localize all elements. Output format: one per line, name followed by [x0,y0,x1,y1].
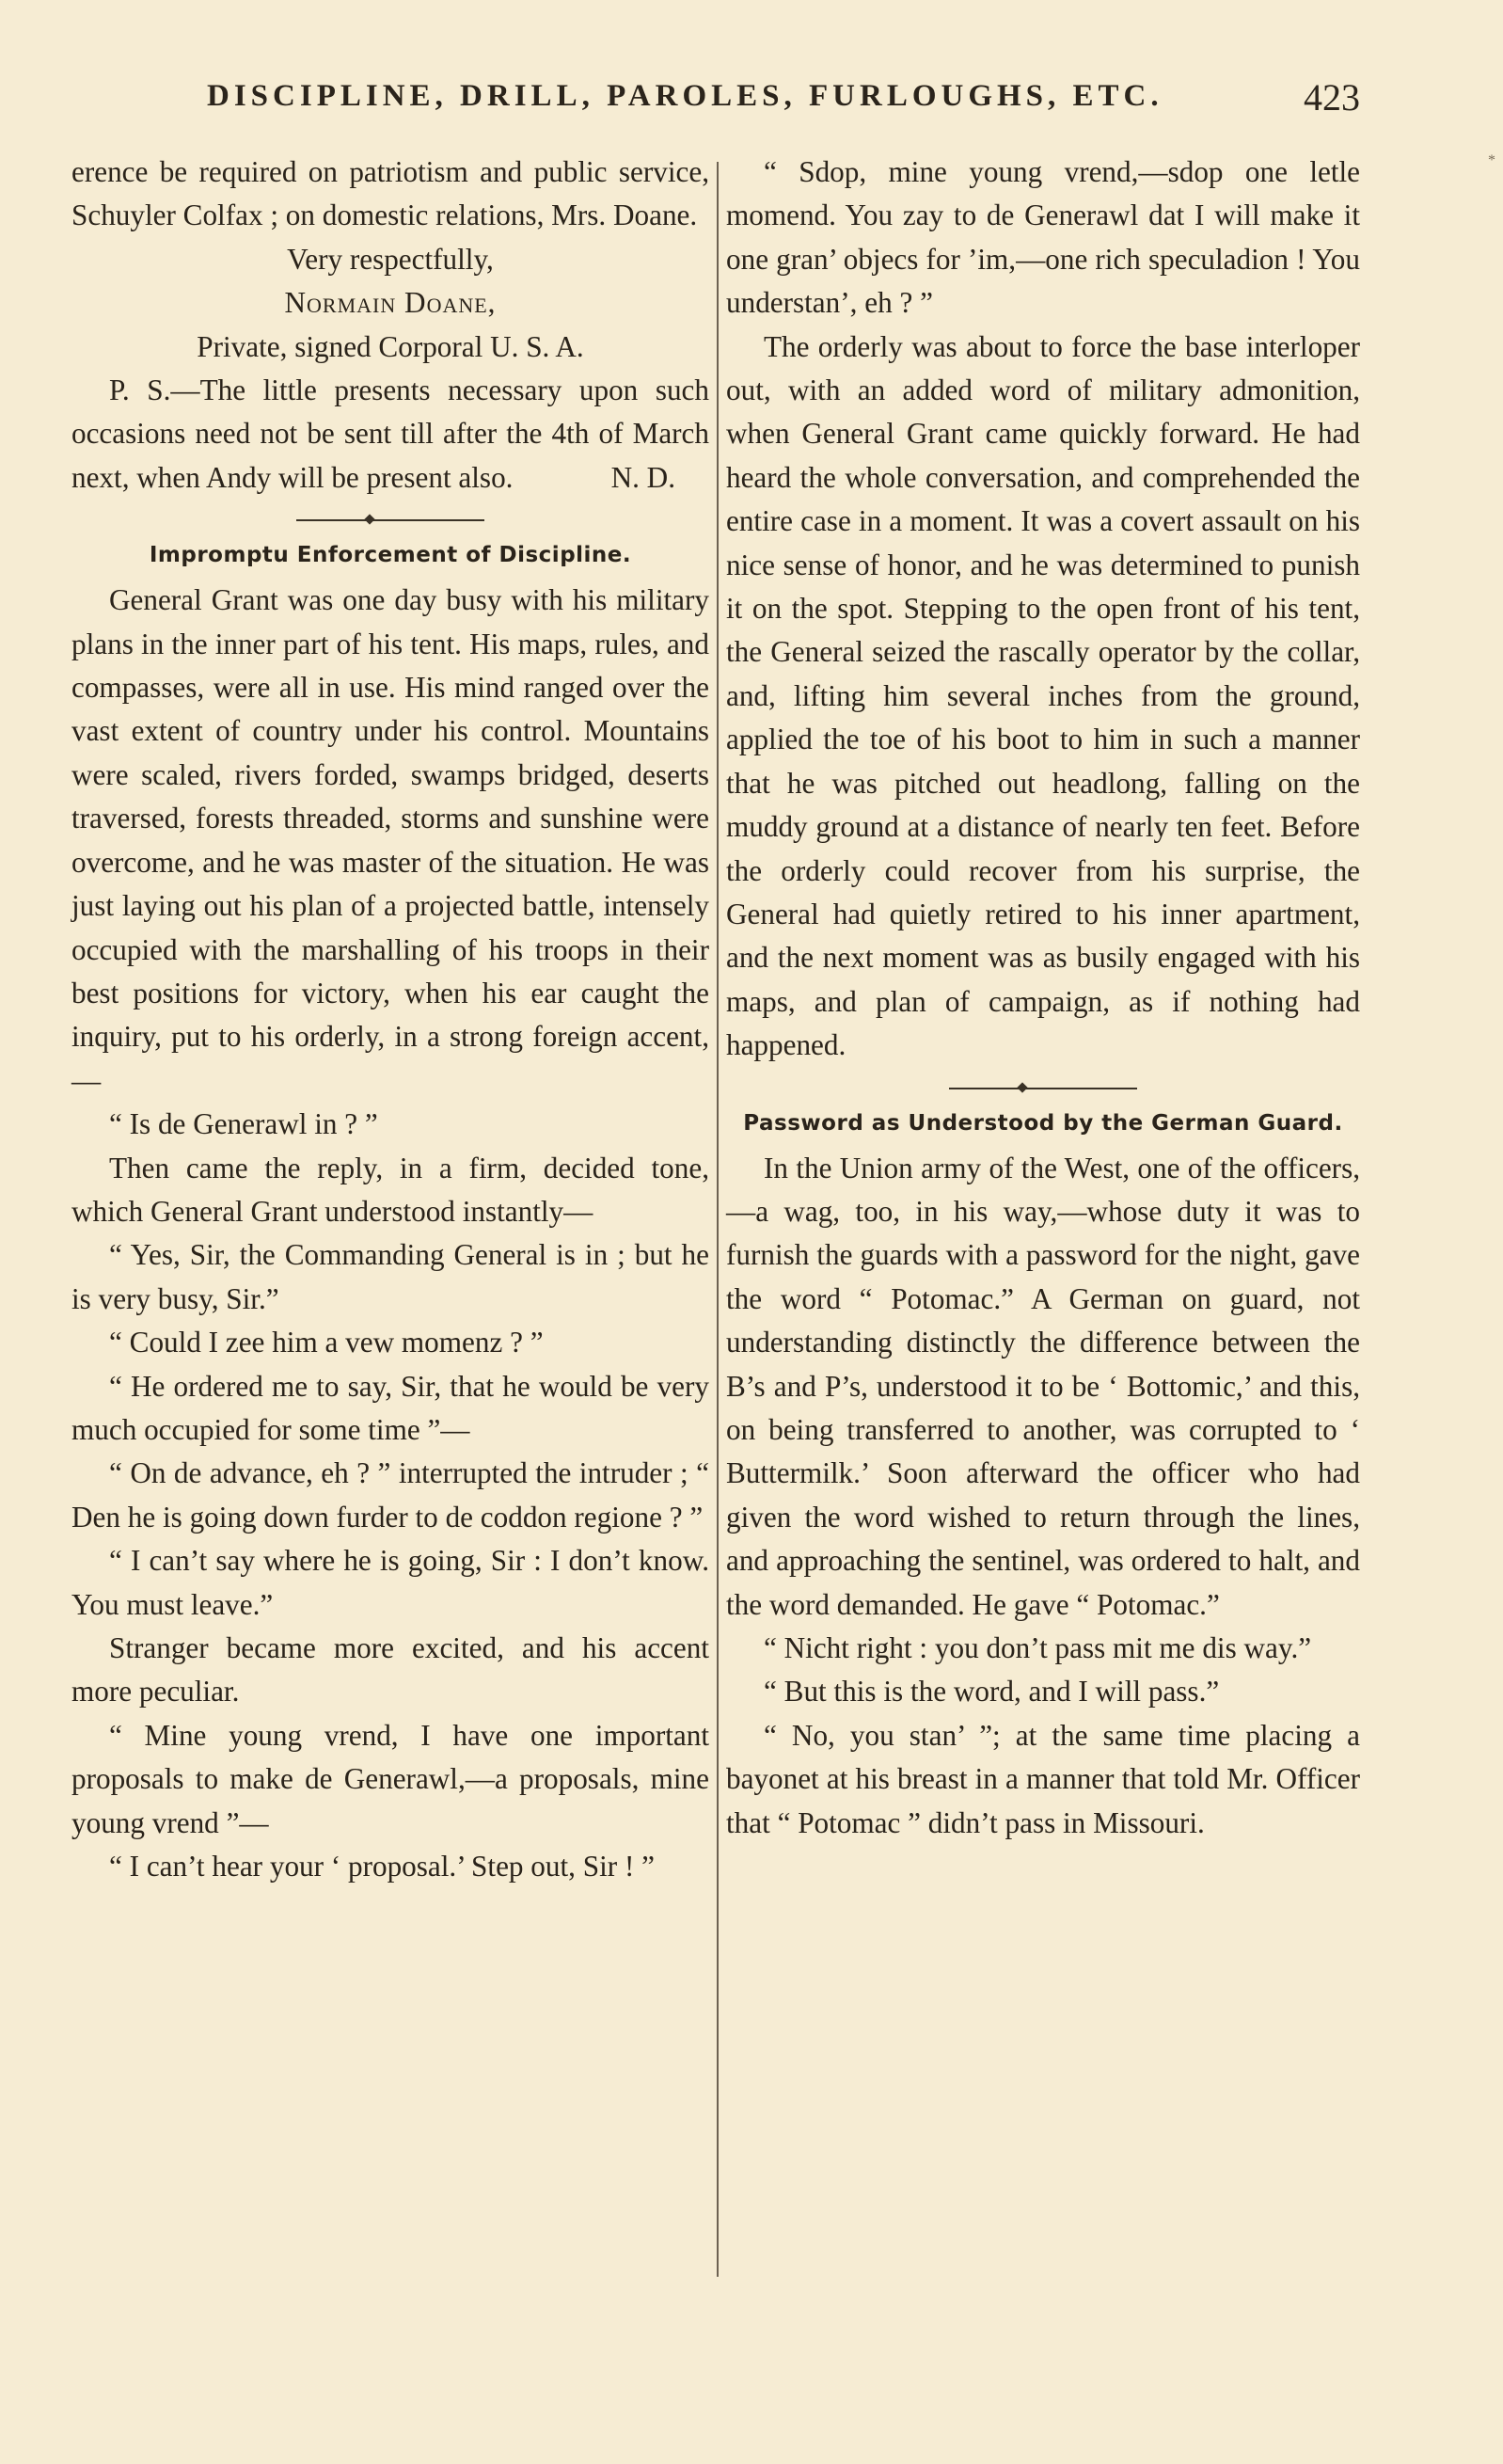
page-number: 423 [1304,76,1360,119]
column-divider [717,162,719,2277]
paragraph: “ Is de Generawl in ? ” [109,1107,378,1141]
postscript: P. S.—The little presents necessary upon such occasions need not be sent till after the 4th of March next, when Andy will be present also. [71,374,709,494]
section-divider [296,518,484,522]
paragraph: “ Mine young vrend, I have one important proposals to make de Generawl,—a proposals, mine young vrend ”— [71,1718,709,1839]
paragraph: “ I can’t say where he is going, Sir : I don’t know. You must leave.” [71,1544,709,1621]
paragraph: The orderly was about to force the base interloper out, with an added word of military admonition, when General Grant came quickly forward. He had heard the whole conversation, and comprehended the entire case in a moment. It was a covert assault on his nice sense of honor, and he was determined to punish it on the spot. Stepping to the open front of his tent, the General seized the rascally operator by the collar, and, lifting him several inches from the ground, applied the toe of his boot to him in such a manner that he was pitched out headlong, falling on the muddy ground at a distance of nearly ten feet. Before the orderly could recover from his surprise, the General had quietly retired to his inner apartment, and the next moment was as busily engaged with his maps, and plan of campaign, as if nothing had happened. [726,329,1360,1062]
postscript-initials: N. D. [610,460,675,494]
paragraph: General Grant was one day busy with his military plans in the inner part of his tent. His maps, rules, and compasses, were all in use. His mind ranged over the vast extent of country under his control. Mountains were scaled, rivers forded, swamps bridged, deserts traversed, forests threaded, storms and sunshine were overcome, and he was master of the situation. He was just laying out his plan of a projected battle, intensely occupied with the marshalling of his troops in their best positions for victory, when his ear caught the inquiry, put to his orderly, in a strong foreign accent,— [71,583,709,1097]
letter-closing: Very respectfully, [287,242,494,276]
paragraph: “ He ordered me to say, Sir, that he would be very much occupied for some time ”— [71,1369,709,1446]
paragraph: “ Sdop, mine young vrend,—sdop one letle momend. You zay to de Generawl dat I will make it one gran’ objecs for ’im,—one rich speculadion ! You understan’, eh ? ” [726,155,1360,320]
paragraph: “ Yes, Sir, the Commanding General is in ; but he is very busy, Sir.” [71,1238,709,1315]
paragraph: Then came the reply, in a firm, decided tone, which General Grant understood instantly— [71,1151,709,1228]
paragraph: “ I can’t hear your ‘ proposal.’ Step out, Sir ! ” [109,1850,655,1884]
section-title: Impromptu Enforcement of Discipline. [149,543,632,568]
paragraph: In the Union army of the West, one of the officers,—a wag, too, in his way,—whose duty it was to furnish the guards with a password for the night, gave the word “ Potomac.” A German on guard, not understanding distinctly the difference between the B’s and P’s, understood it to be ‘ Bottomic,’ and this, on being transferred to another, was corrupted to ‘ Buttermilk.’ Soon afterward the officer who had given the word wished to return through the lines, and approaching the sentinel, was ordered to halt, and the word demanded. He gave “ Potomac.” [726,1151,1360,1621]
paragraph: “ No, you stan’ ”; at the same time placing a bayonet at his breast in a manner that told Mr. Officer that “ Potomac ” didn’t pass in Missouri. [726,1718,1360,1839]
paragraph: Stranger became more excited, and his accent more peculiar. [71,1631,709,1709]
paragraph: erence be required on patriotism and public service, Schuyler Colfax ; on domestic relations, Mrs. Doane. [71,155,709,232]
margin-mark: * [1488,152,1495,168]
section-title: Password as Understood by the German Guard. [743,1110,1343,1136]
left-column [71,151,709,1888]
paragraph: “ Nicht right : you don’t pass mit me dis way.” [764,1631,1312,1664]
signature-rank: Private, signed Corporal U. S. A. [197,329,584,363]
right-column [726,151,1360,1845]
paragraph: “ Could I zee him a vew momenz ? ” [109,1326,544,1359]
page-header [207,76,1360,135]
paragraph: “ On de advance, eh ? ” interrupted the intruder ; “ Den he is going down furder to de coddon regione ? ” [71,1456,709,1534]
paragraph: “ But this is the word, and I will pass.” [764,1675,1220,1709]
signature-name: Normain Doane, [284,286,497,320]
section-divider [949,1087,1137,1090]
running-head: DISCIPLINE, DRILL, PAROLES, FURLOUGHS, ETC. [207,79,1163,113]
